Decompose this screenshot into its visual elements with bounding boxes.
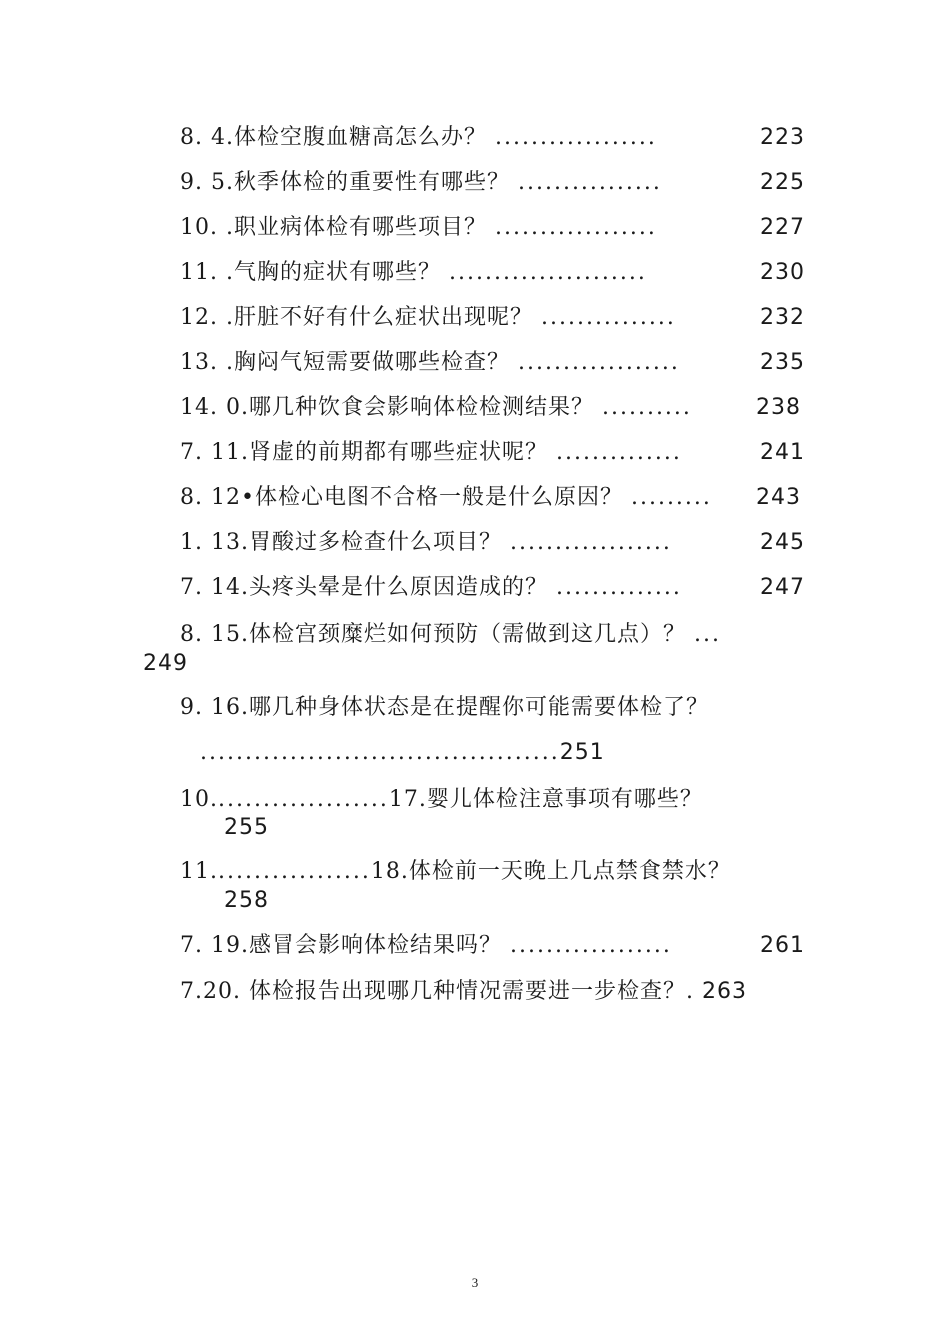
- toc-leader: ...................: [218, 787, 389, 812]
- toc-title: 7. 11.肾虚的前期都有哪些症状呢？: [180, 440, 548, 465]
- toc-entry[interactable]: [180, 529, 672, 557]
- toc-page: 261: [760, 933, 805, 958]
- toc-entry[interactable]: [180, 259, 647, 287]
- toc-page: 255: [224, 815, 269, 840]
- toc-title: 17.婴儿体检注意事项有哪些？: [388, 787, 703, 812]
- toc-title: 8. 15.体检宫颈糜烂如何预防（需做到这几点）？: [180, 622, 686, 647]
- toc-page: 258: [224, 888, 269, 913]
- toc-title: 9. 16.哪几种身体状态是在提醒你可能需要体检了？: [180, 695, 709, 720]
- toc-title: 8. 4.体检空腹血糖高怎么办？: [180, 125, 487, 150]
- toc-entry[interactable]: [180, 214, 657, 242]
- toc-title: 7. 14.头疼头晕是什么原因造成的？: [180, 575, 548, 600]
- toc-entry[interactable]: [180, 932, 672, 960]
- toc-entry[interactable]: [180, 978, 747, 1006]
- toc-title: 18.体检前一天晚上几点禁食禁水？: [370, 859, 731, 884]
- toc-page: 245: [760, 530, 805, 555]
- toc-leader: ..............: [555, 575, 682, 600]
- toc-page: 241: [760, 440, 805, 465]
- toc-page: 223: [760, 125, 805, 150]
- toc-page: 227: [760, 215, 805, 240]
- toc-leader: ..................: [494, 125, 657, 150]
- toc-leader: ..................: [517, 350, 680, 375]
- toc-title: 10. .职业病体检有哪些项目？: [180, 215, 487, 240]
- toc-page: 232: [760, 305, 805, 330]
- toc-entry[interactable]: [180, 858, 731, 886]
- toc-leader: ..........: [601, 395, 692, 420]
- toc-leader: ...: [693, 622, 721, 647]
- toc-leader: ......................: [448, 260, 647, 285]
- toc-entry[interactable]: [180, 694, 709, 722]
- toc-entry[interactable]: [180, 484, 712, 512]
- toc-title: 1. 13.胃酸过多检查什么项目？: [180, 530, 502, 555]
- toc-leader: ..................: [509, 530, 672, 555]
- toc-entry[interactable]: [180, 304, 676, 332]
- toc-page: 235: [760, 350, 805, 375]
- toc-page: 247: [760, 575, 805, 600]
- toc-leader: ..............: [555, 440, 682, 465]
- toc-page: 225: [760, 170, 805, 195]
- toc-leader: .........: [630, 485, 712, 510]
- toc-leader: ...............: [540, 305, 676, 330]
- toc-leader: ..................: [509, 933, 672, 958]
- toc-entry[interactable]: [180, 169, 662, 197]
- toc-page: 251: [559, 740, 605, 765]
- toc-leader: ................: [517, 170, 662, 195]
- toc-lead-number: 11.: [180, 859, 218, 884]
- toc-title: 9. 5.秋季体检的重要性有哪些？: [180, 170, 510, 195]
- toc-leader: ........................................: [200, 740, 560, 765]
- toc-title: 11. .气胸的症状有哪些？: [180, 260, 441, 285]
- toc-lead-number: 10.: [180, 787, 218, 812]
- toc-entry[interactable]: [180, 349, 680, 377]
- toc-entry[interactable]: [180, 124, 657, 152]
- toc-page: 238: [756, 395, 801, 420]
- toc-page: 249: [143, 651, 188, 676]
- toc-entry[interactable]: [180, 394, 692, 422]
- toc-title: 7. 19.感冒会影响体检结果吗？: [180, 933, 502, 958]
- toc-title: 7.20. 体检报告出现哪几种情况需要进一步检查？.: [180, 979, 694, 1004]
- toc-leader-line: [200, 739, 605, 767]
- page-number: 3: [471, 1275, 479, 1290]
- toc-leader: .................: [218, 859, 371, 884]
- toc-title: 12. .肝脏不好有什么症状出现呢？: [180, 305, 533, 330]
- toc-entry[interactable]: [180, 621, 721, 649]
- toc-leader: ..................: [494, 215, 657, 240]
- toc-entry[interactable]: [180, 574, 682, 602]
- toc-page: 230: [760, 260, 805, 285]
- toc-page: 263: [701, 979, 747, 1004]
- toc-entry[interactable]: [180, 786, 703, 814]
- toc-page: 243: [756, 485, 801, 510]
- toc-title: 14. 0.哪几种饮食会影响体检检测结果？: [180, 395, 594, 420]
- toc-entry[interactable]: [180, 439, 682, 467]
- toc-title: 13. .胸闷气短需要做哪些检查？: [180, 350, 510, 375]
- toc-title: 8. 12•体检心电图不合格一般是什么原因？: [180, 485, 623, 510]
